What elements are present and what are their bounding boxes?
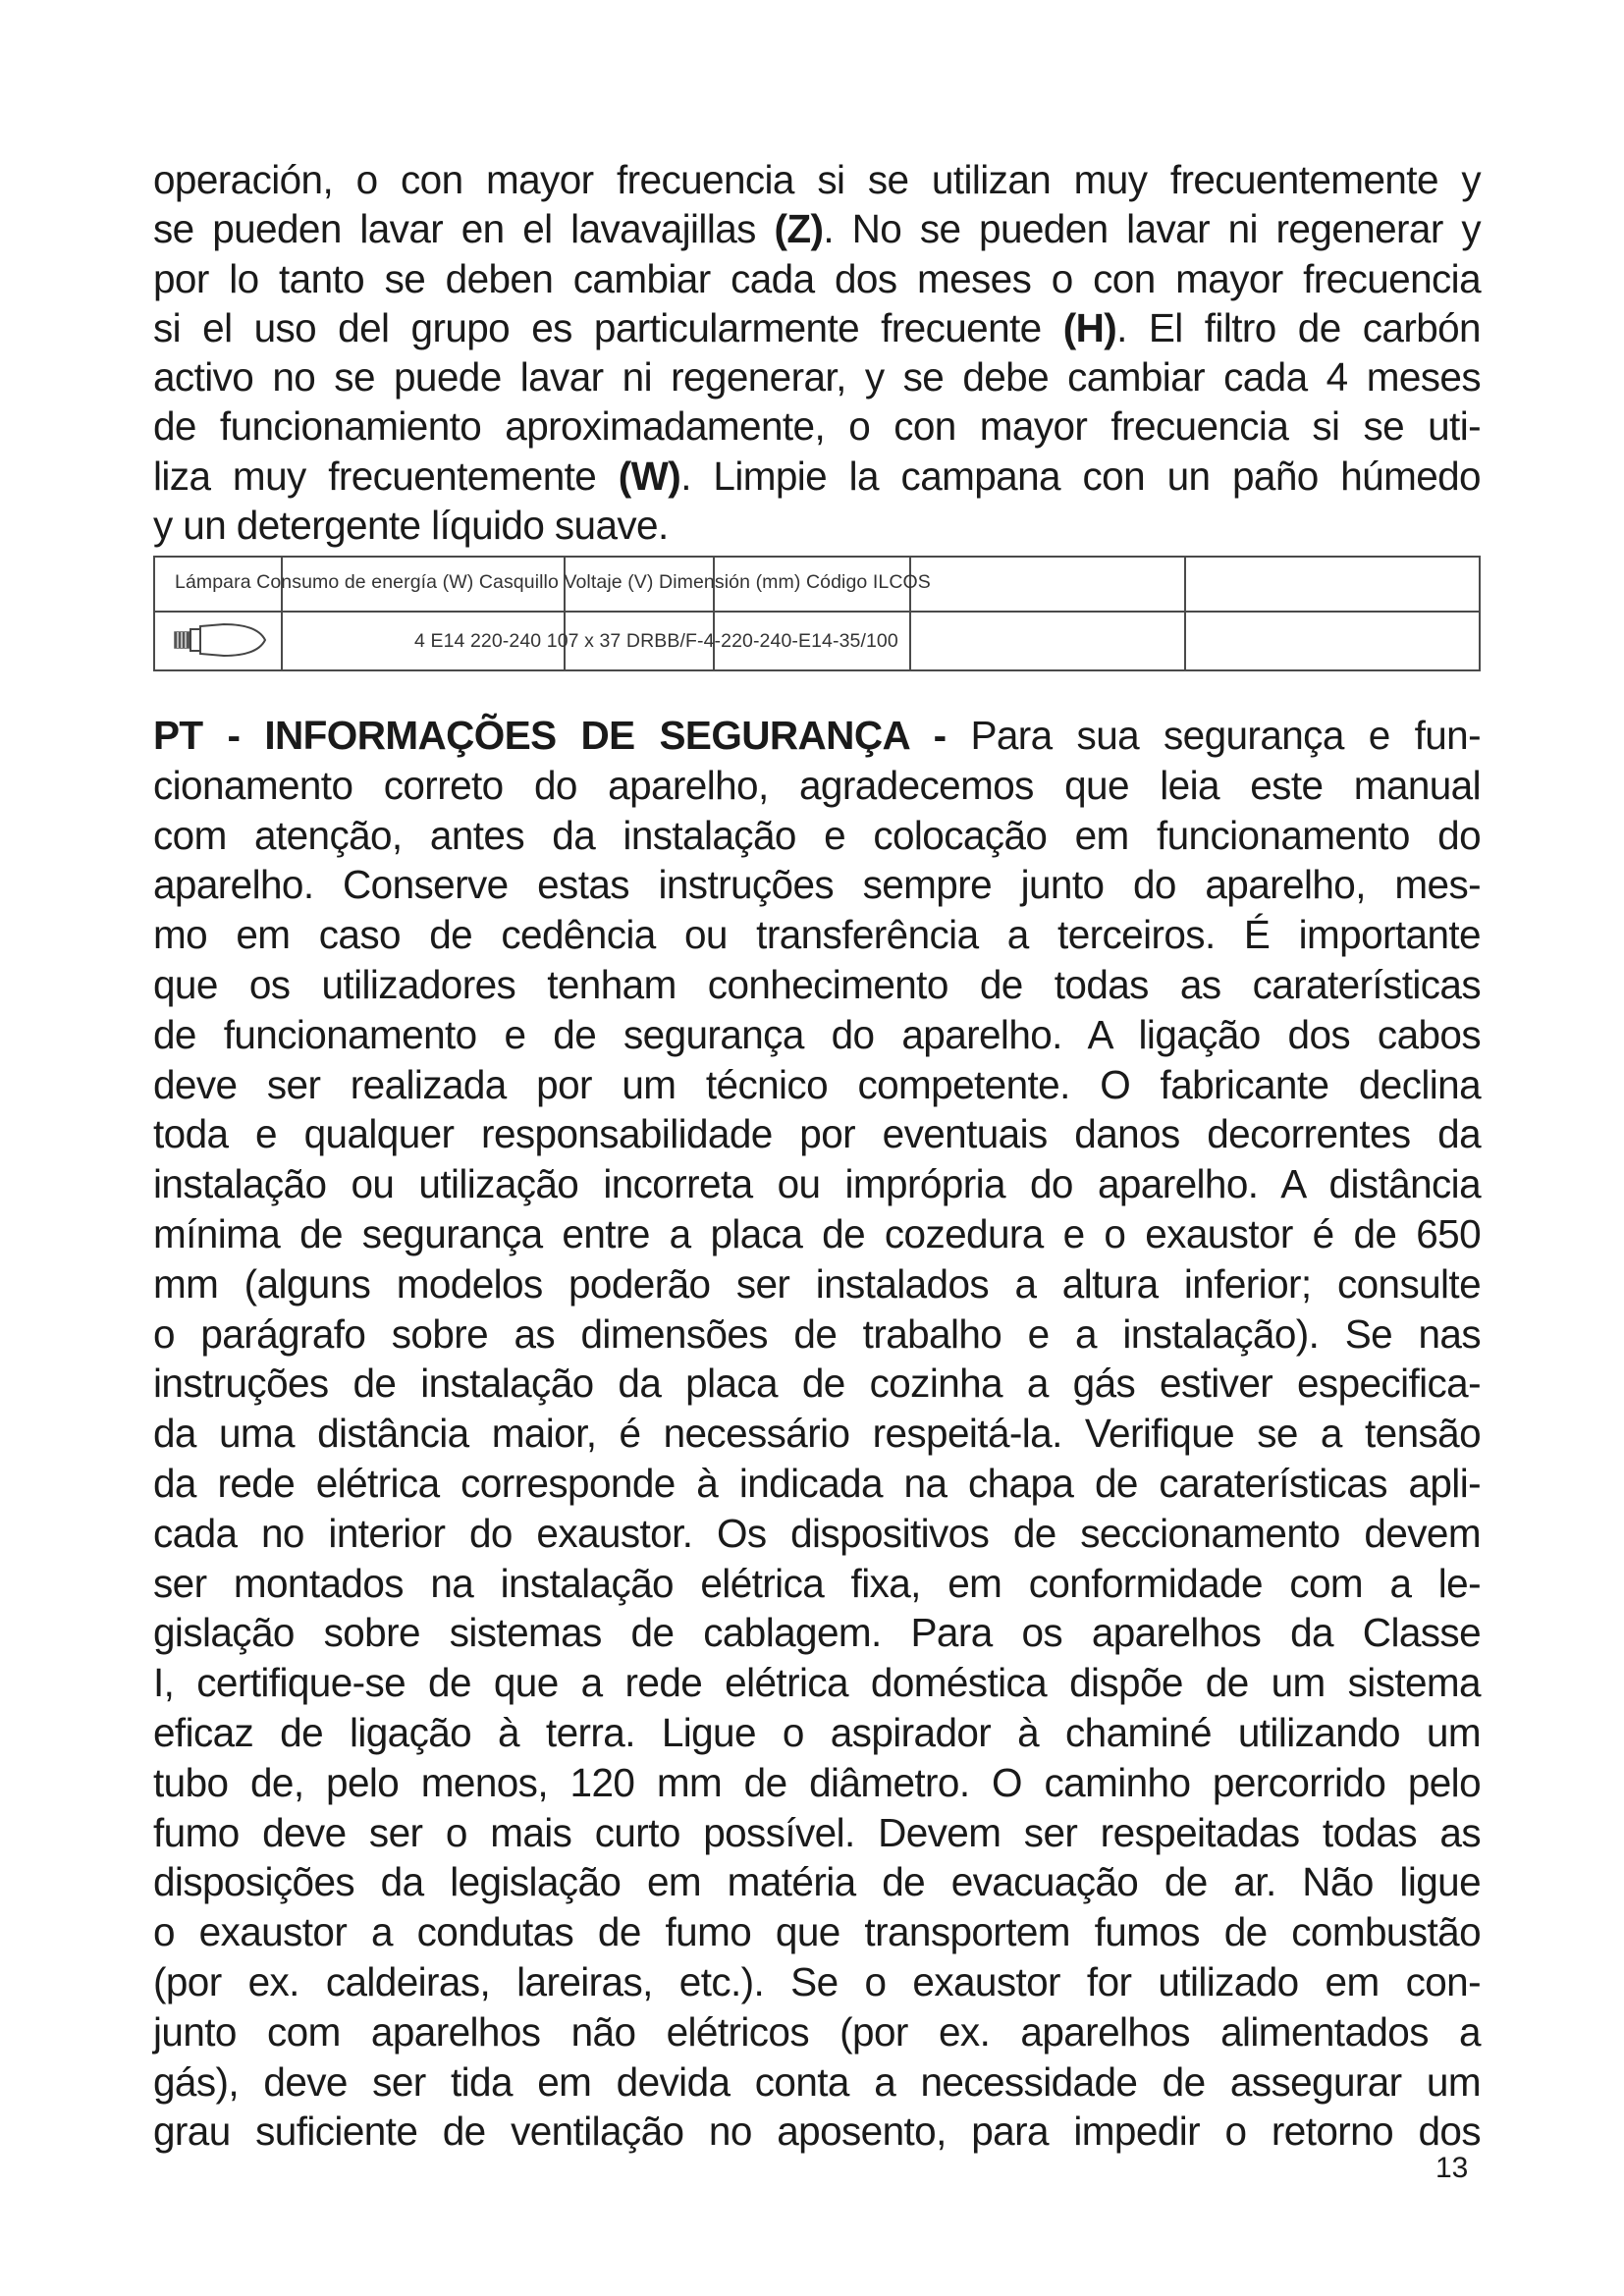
text-line: PT - INFORMAÇÕES DE SEGURANÇA - Para sua segurança e fun- <box>153 713 1481 758</box>
text-line: cada no interior do exaustor. Os dispositivos de seccionamento devem <box>153 1510 1481 1556</box>
table-header-row: Lámpara Consumo de energía (W) Casquillo Voltaje (V) Dimensión (mm) Código ILCOS <box>175 571 931 593</box>
text-line: eficaz de ligação à terra. Ligue o aspirador à chaminé utilizando um <box>153 1709 1481 1755</box>
text-line: ser montados na instalação elétrica fixa, em conformidade com a le- <box>153 1560 1481 1606</box>
text-line: y un detergente líquido suave. <box>153 503 669 549</box>
filter-reference-h: (H) <box>1062 304 1117 350</box>
text-line: mínima de segurança entre a placa de cozedura e o exaustor é de 650 <box>153 1210 1481 1256</box>
text-line: de funcionamiento aproximadamente, o con mayor frecuencia si se uti- <box>153 403 1481 450</box>
text-line: (por ex. caldeiras, lareiras, etc.). Se o exaustor for utilizado em con- <box>153 1958 1481 2004</box>
text-line: deve ser realizada por um técnico competente. O fabricante declina <box>153 1061 1481 1107</box>
portuguese-safety-paragraph <box>153 711 1481 2157</box>
text-line: junto com aparelhos não elétricos (por ex. aparelhos alimentados a <box>153 2008 1481 2055</box>
text-line: o parágrafo sobre as dimensões de trabalho e a instalação). Se nas <box>153 1310 1481 1357</box>
text-line: cionamento correto do aparelho, agradecemos que leia este manual <box>153 762 1481 808</box>
text-line: aparelho. Conserve estas instruções sempre junto do aparelho, mes- <box>153 862 1481 908</box>
text-line: disposições da legislação em matéria de evacuação de ar. Não ligue <box>153 1859 1481 1905</box>
text-line: com atenção, antes da instalação e colocação em funcionamento do <box>153 812 1481 858</box>
spanish-maintenance-paragraph <box>153 155 1481 550</box>
text-line: operación, o con mayor frecuencia si se utilizan muy frecuentemente y <box>153 157 1481 202</box>
table-column-divider <box>1184 558 1186 669</box>
page-number: 13 <box>1435 2152 1469 2184</box>
text-line: mo em caso de cedência ou transferência a terceiros. É importante <box>153 912 1481 958</box>
text-line: que os utilizadores tenham conhecimento de todas as caraterísticas <box>153 961 1481 1007</box>
text-line: o exaustor a condutas de fumo que transportem fumos de combustão <box>153 1909 1481 1955</box>
text-line: activo no se puede lavar ni regenerar, y se debe cambiar cada 4 meses <box>153 354 1481 400</box>
filter-reference-z: (Z) <box>774 206 824 252</box>
text-line: instruções de instalação da placa de cozinha a gás estiver especifica- <box>153 1361 1481 1407</box>
lamp-spec-table <box>153 556 1481 671</box>
text-line: da uma distância maior, é necessário respeitá-la. Verifique se a tensão <box>153 1411 1481 1457</box>
text-line: mm (alguns modelos poderão ser instalados a altura inferior; consulte <box>153 1260 1481 1307</box>
lamp-bulb-icon <box>163 618 281 662</box>
text-line: fumo deve ser o mais curto possível. Devem ser respeitadas todas as <box>153 1809 1481 1855</box>
text-line: I, certifique-se de que a rede elétrica doméstica dispõe de um sistema <box>153 1660 1481 1706</box>
text-line: se pueden lavar en el lavavajillas (Z). No se pueden lavar ni regenerar y <box>153 206 1482 252</box>
text-line: tubo de, pelo menos, 120 mm de diâmetro. O caminho percorrido pelo <box>153 1759 1481 1805</box>
text-line: gás), deve ser tida em devida conta a necessidade de assegurar um <box>153 2058 1481 2105</box>
text-line: gislação sobre sistemas de cablagem. Para os aparelhos da Classe <box>153 1610 1481 1656</box>
filter-reference-w: (W) <box>618 453 681 499</box>
text-line: instalação ou utilização incorreta ou imprópria do aparelho. A distância <box>153 1161 1481 1207</box>
text-line: liza muy frecuentemente (W). Limpie la campana con un paño húmedo <box>153 453 1481 499</box>
text-line: grau suficiente de ventilação no aposento, para impedir o retorno dos <box>153 2109 1481 2155</box>
text-line: da rede elétrica corresponde à indicada na chapa de caraterísticas apli- <box>153 1460 1481 1506</box>
text-line: por lo tanto se deben cambiar cada dos meses o con mayor frecuencia <box>153 255 1481 301</box>
table-value-row: 4 E14 220-240 107 x 37 DRBB/F-4-220-240-E14-35/100 <box>414 630 898 652</box>
text-line: toda e qualquer responsabilidade por eventuais danos decorrentes da <box>153 1111 1481 1157</box>
text-line: si el uso del grupo es particularmente frecuente (H). El filtro de carbón <box>153 304 1481 350</box>
table-row-divider <box>155 611 1479 613</box>
text-line: de funcionamento e de segurança do aparelho. A ligação dos cabos <box>153 1011 1481 1057</box>
section-heading: PT - INFORMAÇÕES DE SEGURANÇA - <box>153 713 971 758</box>
